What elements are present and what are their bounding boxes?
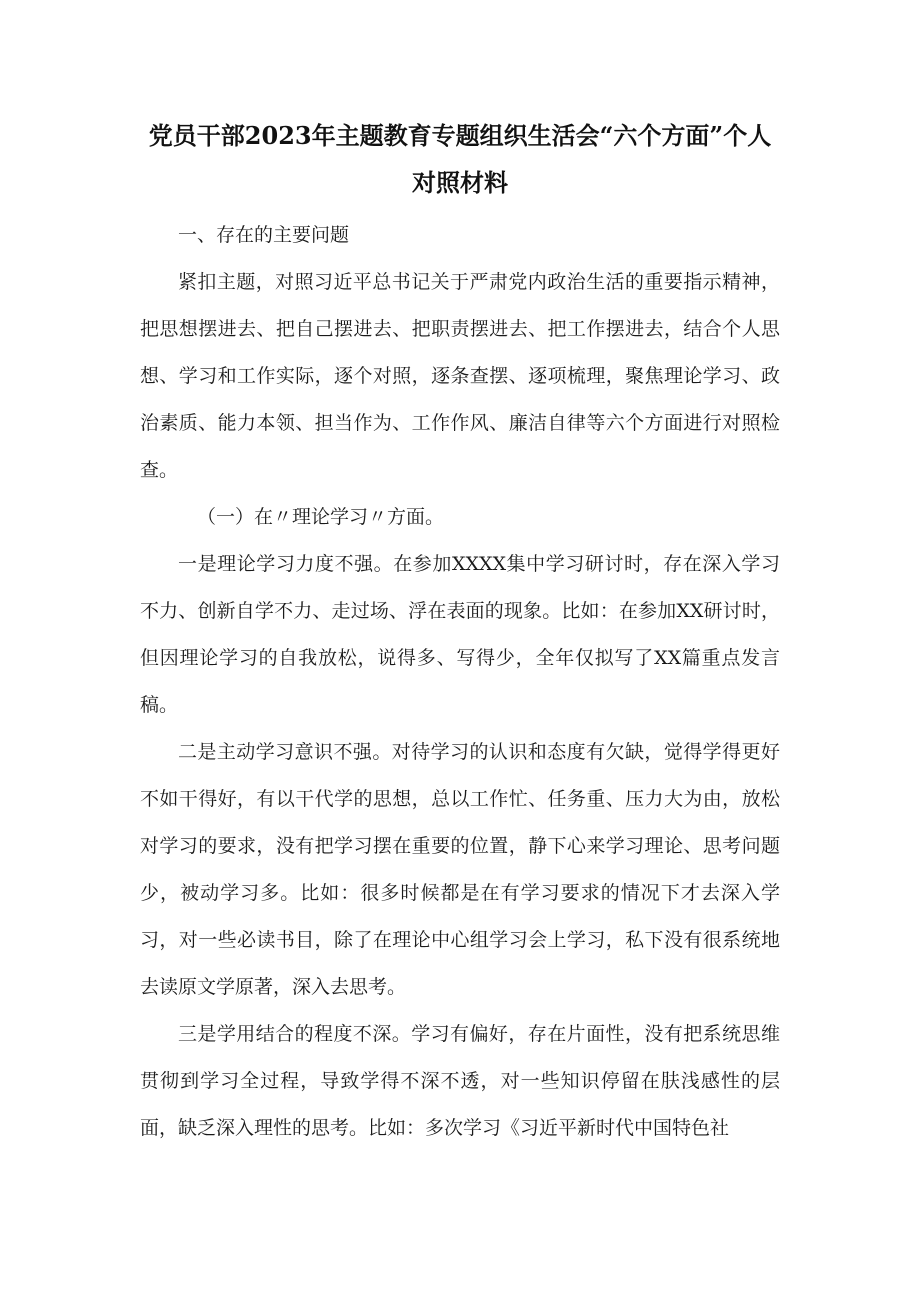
section-heading: 一、存在的主要问题 xyxy=(178,224,350,246)
paragraph-three: 三是学用结合的程度不深。学习有偏好，存在片面性，没有把系统思维贯彻到学习全过程，导致学得不深不透，对一些知识停留在肤浅感性的层面，缺乏深入理性的思考。比如：多次学习《习近平新时代中国特色社 xyxy=(140,1023,780,1139)
paragraph-two: 二是主动学习意识不强。对待学习的认识和态度有欠缺，觉得学得更好不如干得好，有以干代学的思想，总以工作忙、任务重、压力大为由，放松对学习的要求，没有把学习摆在重要的位置，静下心来学习理论、思考问题少，被动学习多。比如：很多时候都是在有学习要求的情况下才去深入学习，对一些必读书目，除了在理论中心组学习会上学习，私下没有很系统地去读原文学原著，深入去思考。 xyxy=(140,741,780,998)
intro-paragraph: 紧扣主题，对照习近平总书记关于严肃党内政治生活的重要指示精神，把思想摆进去、把自己摆进去、把职责摆进去、把工作摆进去，结合个人思想、学习和工作实际，逐个对照，逐条查摆、逐项梳理，聚焦理论学习、政治素质、能力本领、担当作为、工作作风、廉洁自律等六个方面进行对照检查。 xyxy=(140,271,780,481)
document-title: 党员干部2023年主题教育专题组织生活会“六个方面”个人对照材料 xyxy=(148,121,772,197)
subsection-heading: （一）在〃理论学习〃方面。 xyxy=(197,506,445,528)
paragraph-one: 一是理论学习力度不强。在参加XXXX集中学习研讨时，存在深入学习不力、创新自学不力、走过场、浮在表面的现象。比如：在参加XX研讨时，但因理论学习的自我放松，说得多、写得少，全年仅拟写了XX篇重点发言稿。 xyxy=(140,553,780,716)
document-body xyxy=(140,212,780,1152)
